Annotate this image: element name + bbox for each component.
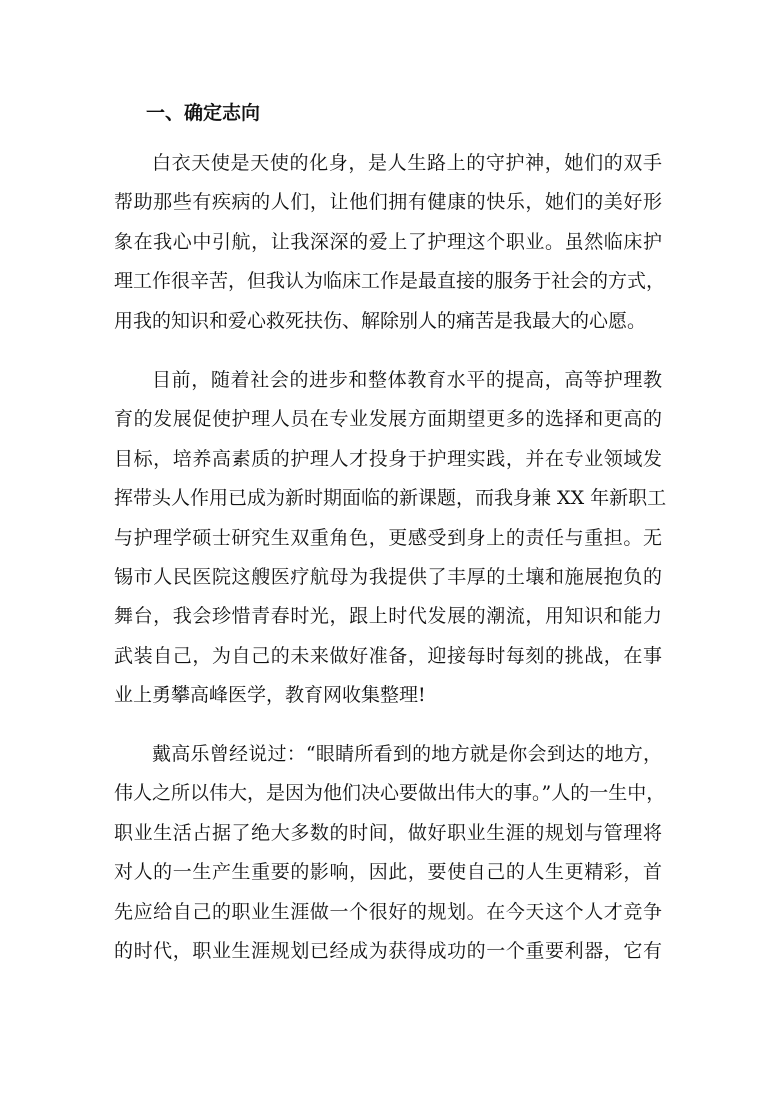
text-line: 先应给自己的职业生涯做一个很好的规划。在今天这个人才竞争: [114, 900, 662, 923]
text-line: 理工作很辛苦，但我认为临床工作是最直接的服务于社会的方式，: [114, 270, 666, 293]
text-line: 白衣天使是天使的化身，是人生路上的守护神，她们的双手: [152, 152, 662, 174]
paragraph-1: [114, 144, 666, 341]
text-line: 对人的一生产生重要的影响，因此，要使自己的人生更精彩，首: [114, 861, 662, 884]
text-line: 用我的知识和爱心救死扶伤、解除别人的痛苦是我最大的心愿。: [114, 309, 647, 332]
text-line: 挥带头人作用已成为新时期面临的新课题，而我身兼 XX 年新职工: [114, 487, 667, 510]
text-line: 武装自己，为自己的未来做好准备，迎接每时每刻的挑战，在事: [114, 644, 662, 667]
text-line: 锡市人民医院这艘医疗航母为我提供了丰厚的土壤和施展抱负的: [114, 566, 662, 589]
paragraph-3: [114, 735, 666, 971]
text-line: 育的发展促使护理人员在专业发展方面期望更多的选择和更高的: [114, 408, 662, 431]
text-line: 戴高乐曾经说过：“眼睛所看到的地方就是你会到达的地方，: [152, 743, 662, 765]
text-line: 目前，随着社会的进步和整体教育水平的提高，高等护理教: [152, 369, 662, 391]
text-line: 与护理学硕士研究生双重角色，更感受到身上的责任与重担。无: [114, 526, 662, 549]
text-line: 舞台，我会珍惜青春时光，跟上时代发展的潮流，用知识和能力: [114, 605, 662, 628]
text-line: 的时代，职业生涯规划已经成为获得成功的一个重要利器，它有: [114, 940, 662, 963]
text-line: 帮助那些有疾病的人们，让他们拥有健康的快乐，她们的美好形: [114, 191, 662, 214]
text-line: 目标，培养高素质的护理人才投身于护理实践，并在专业领域发: [114, 447, 662, 470]
text-line: 职业生活占据了绝大多数的时间，做好职业生涯的规划与管理将: [114, 821, 662, 844]
text-line: 伟人之所以伟大，是因为他们决心要做出伟大的事。”人的一生中，: [114, 782, 666, 805]
paragraph-2: [114, 361, 667, 716]
text-line: 业上勇攀高峰医学，教育网收集整理!: [114, 684, 426, 707]
text-line: 象在我心中引航，让我深深的爱上了护理这个职业。虽然临床护: [114, 230, 662, 253]
section-heading: 一、确定志向: [146, 102, 261, 124]
